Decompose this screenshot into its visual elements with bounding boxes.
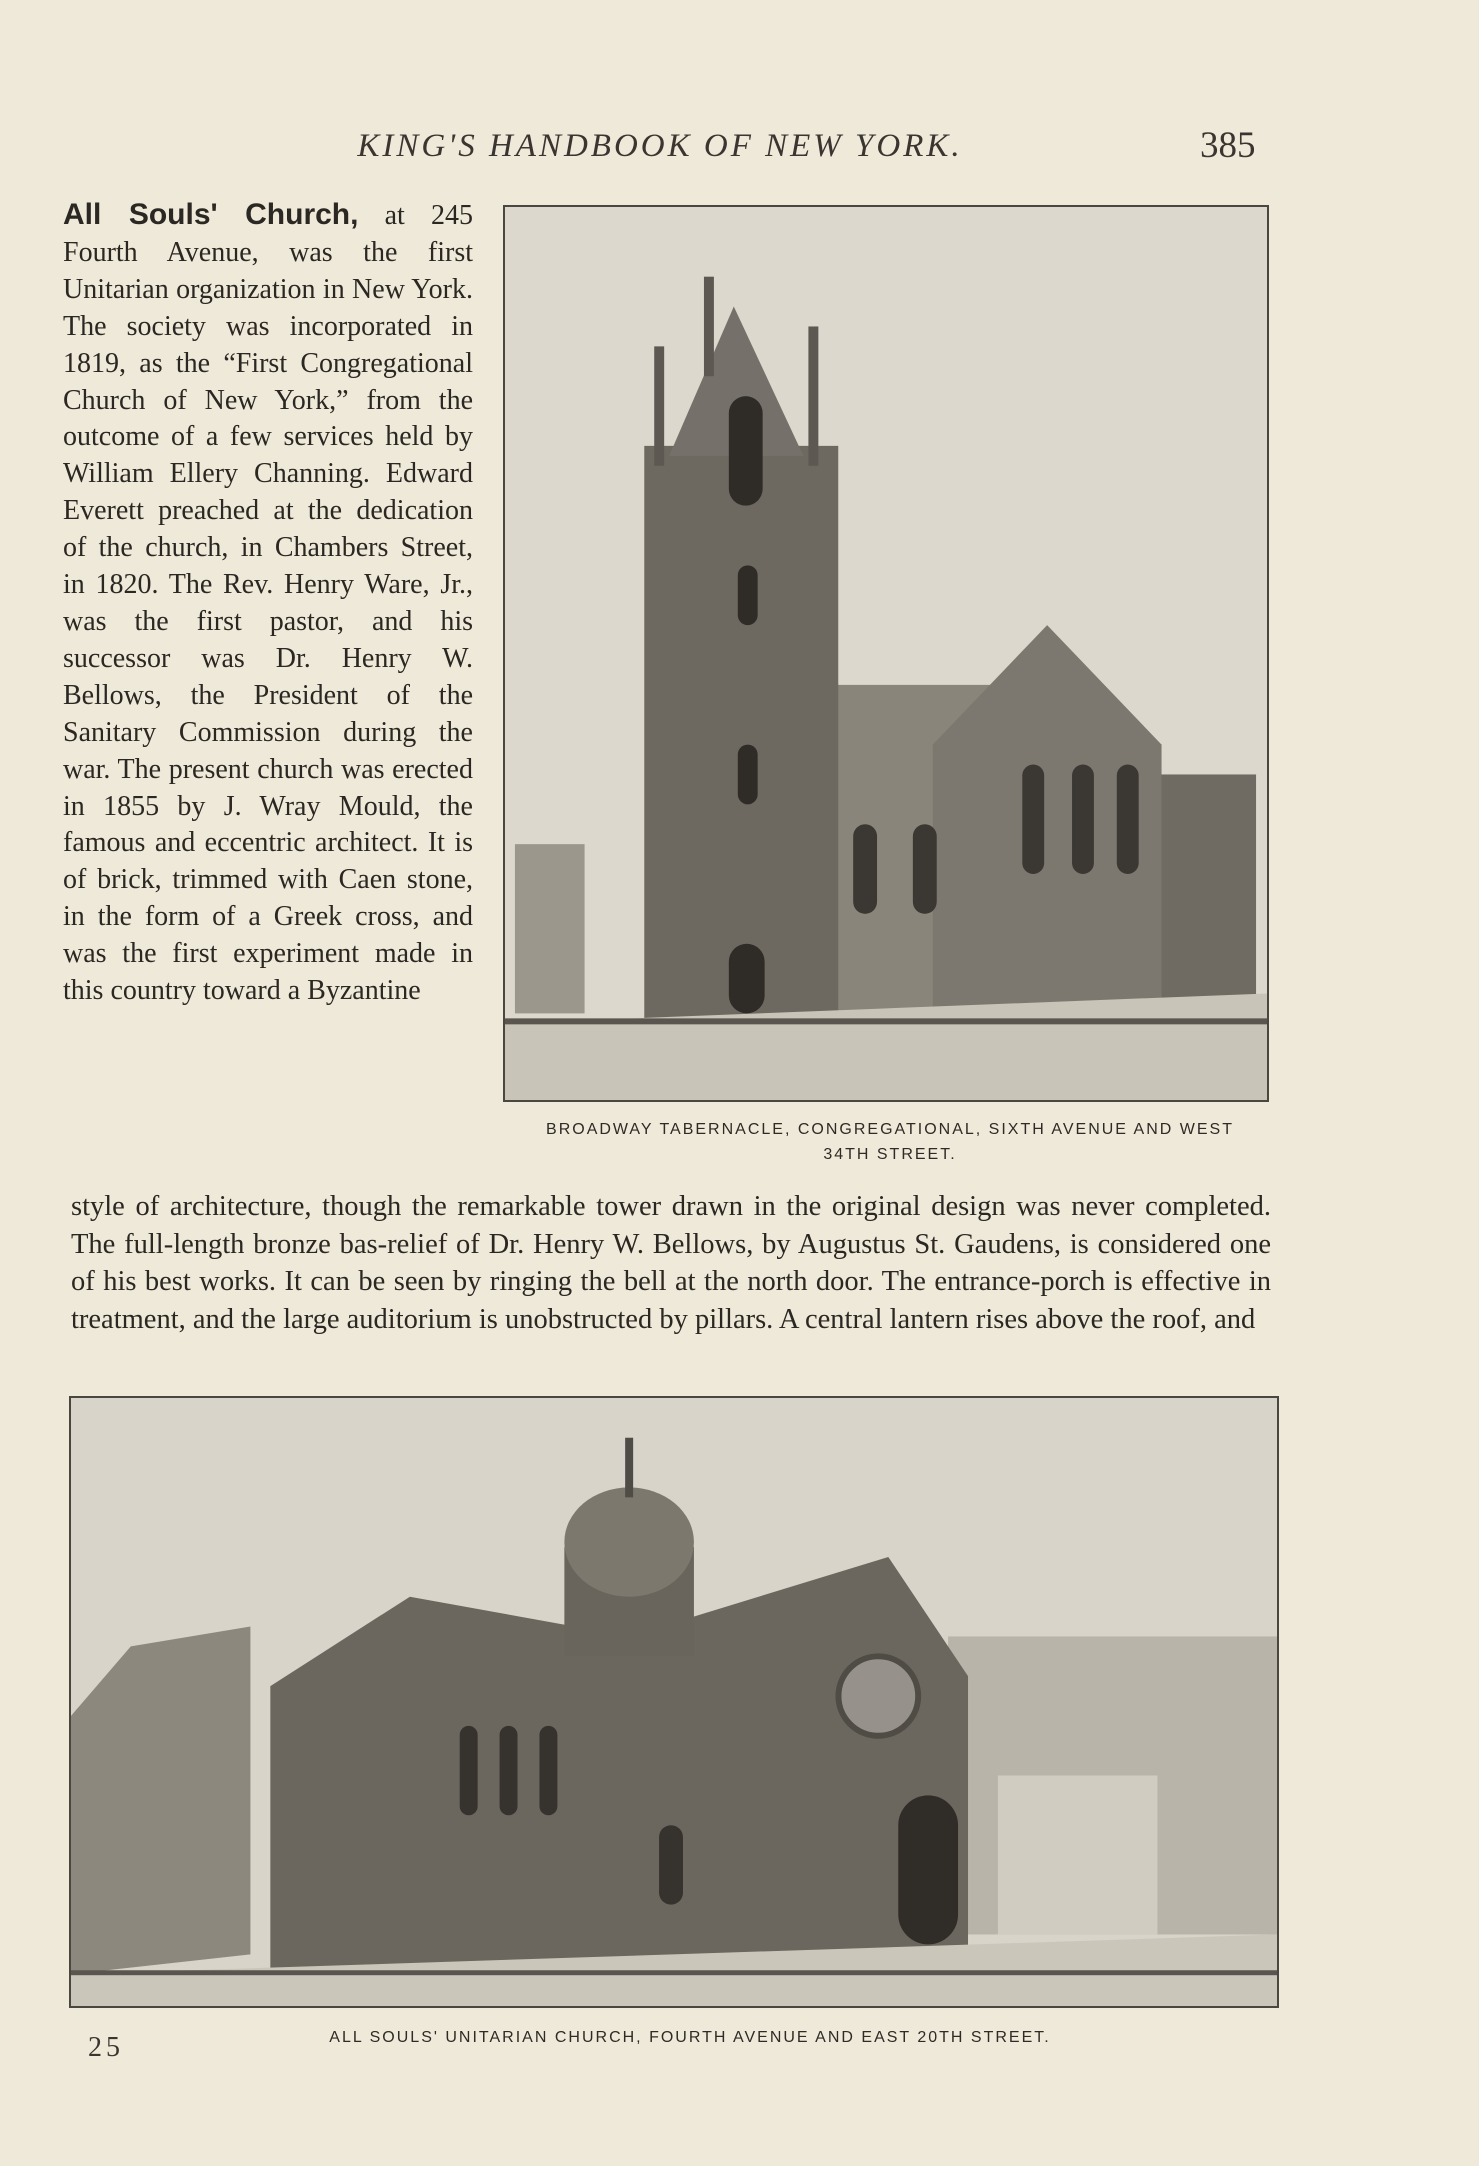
page-number: 385 [1200, 125, 1256, 166]
running-header: KING'S HANDBOOK OF NEW YORK. [357, 128, 963, 164]
article-lead: All Souls' Church, [63, 198, 359, 231]
article-continuation [71, 1188, 1271, 1338]
article-column [63, 197, 473, 1010]
broadway-tabernacle-photo [503, 205, 1269, 1102]
all-souls-church-photo [69, 1396, 1279, 2008]
top-photo-caption: BROADWAY TABERNACLE, CONGREGATIONAL, SIXTH AVENUE AND WEST 34TH STREET. [546, 1121, 1234, 1163]
article-wide-paragraph: style of architecture, though the remarkable tower drawn in the original design was never completed. The full-length bronze bas-relief of Dr. Henry W. Bellows, by Augustus St. Gaudens, is considered one of his best works. It can be seen by ringing the bell at the north door. The entrance-porch is effective in treatment, and the large auditorium is unobstructed by pillars. A central lantern rises above the roof, and [71, 1191, 1271, 1335]
broadway-tabernacle-illustration [505, 207, 1267, 1100]
bottom-photo-caption: ALL SOULS' UNITARIAN CHURCH, FOURTH AVENUE AND EAST 20TH STREET. [329, 2029, 1051, 2046]
all-souls-church-illustration [71, 1398, 1277, 2006]
article-paragraph [63, 197, 473, 1010]
article-narrow-text: at 245 Fourth Avenue, was the first Unitarian organization in New York. The society was incorporated in 1819, as the “First Congregational Church of New York,” from the outcome of a few services held by William Ellery Channing. Edward Everett preached at the dedication of the church, in Chambers Street, in 1820. The Rev. Henry Ware, Jr., was the first pastor, and his successor was Dr. Henry W. Bellows, the President of the Sanitary Commission during the war. The present church was erected in 1855 by J. Wray Mould, the famous and eccentric architect. It is of brick, trimmed with Caen stone, in the form of a Greek cross, and was the first experiment made in this country toward a Byzantine [63, 200, 473, 1007]
signature-mark: 25 [88, 2032, 124, 2063]
